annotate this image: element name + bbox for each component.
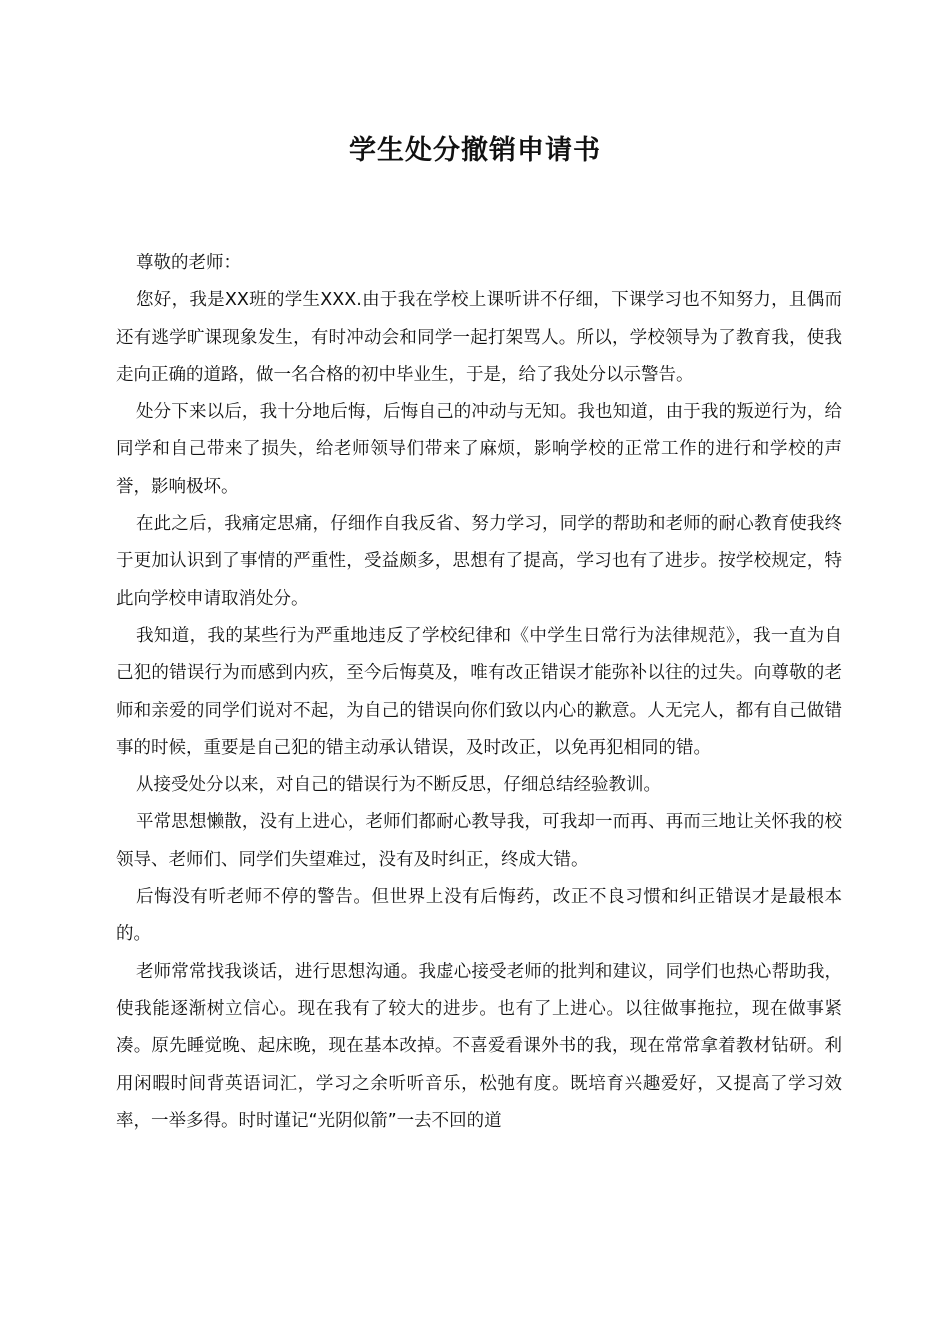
paragraph: 处分下来以后，我十分地后悔，后悔自己的冲动与无知。我也知道，由于我的叛逆行为，给同学和自己带来了损失，给老师领导们带来了麻烦，影响学校的正常工作的进行和学校的声誉，影响极坏。 bbox=[116, 402, 842, 497]
paragraph: 您好，我是XX班的学生XXX.由于我在学校上课听讲不仔细，下课学习也不知努力，且偶而还有逃学旷课现象发生，有时冲动会和同学一起打架骂人。所以，学校领导为了教育我，使我走向正确的道路，做一名合格的初中毕业生，于是，给了我处分以示警告。 bbox=[116, 290, 842, 385]
paragraph: 老师常常找我谈话，进行思想沟通。我虚心接受老师的批判和建议，同学们也热心帮助我，使我能逐渐树立信心。现在我有了较大的进步。也有了上进心。以往做事拖拉，现在做事紧凑。原先睡觉晚、起床晚，现在基本改掉。不喜爱看课外书的我，现在常常拿着教材钻研。利用闲暇时间背英语词汇，学习之余听听音乐，松弛有度。既培育兴趣爱好，又提高了学习效率，一举多得。时时谨记“光阴似箭”一去不回的道 bbox=[116, 961, 842, 1131]
paragraph: 后悔没有听老师不停的警告。但世界上没有后悔药，改正不良习惯和纠正错误才是最根本的。 bbox=[116, 887, 842, 945]
paragraph: 我知道，我的某些行为严重地违反了学校纪律和《中学生日常行为法律规范》，我一直为自己犯的错误行为而感到内疚，至今后悔莫及，唯有改正错误才能弥补以往的过失。向尊敬的老师和亲爱的同学们说对不起，为自己的错误向你们致以内心的歉意。人无完人，都有自己做错事的时候，重要是自己犯的错主动承认错误，及时改正，以免再犯相同的错。 bbox=[116, 625, 842, 758]
salutation: 尊敬的老师： bbox=[136, 253, 241, 273]
document-body bbox=[116, 245, 842, 1140]
document-title: 学生处分撤销申请书 bbox=[349, 135, 601, 166]
paragraph: 在此之后，我痛定思痛，仔细作自我反省、努力学习，同学的帮助和老师的耐心教育使我终于更加认识到了事情的严重性，受益颇多，思想有了提高，学习也有了进步。按学校规定，特此向学校申请取消处分。 bbox=[116, 514, 842, 609]
paragraph: 从接受处分以来，对自己的错误行为不断反思，仔细总结经验教训。 bbox=[136, 775, 661, 796]
paragraph: 平常思想懒散，没有上进心，老师们都耐心教导我，可我却一而再、再而三地让关怀我的校领导、老师们、同学们失望难过，没有及时纠正，终成大错。 bbox=[116, 812, 842, 870]
